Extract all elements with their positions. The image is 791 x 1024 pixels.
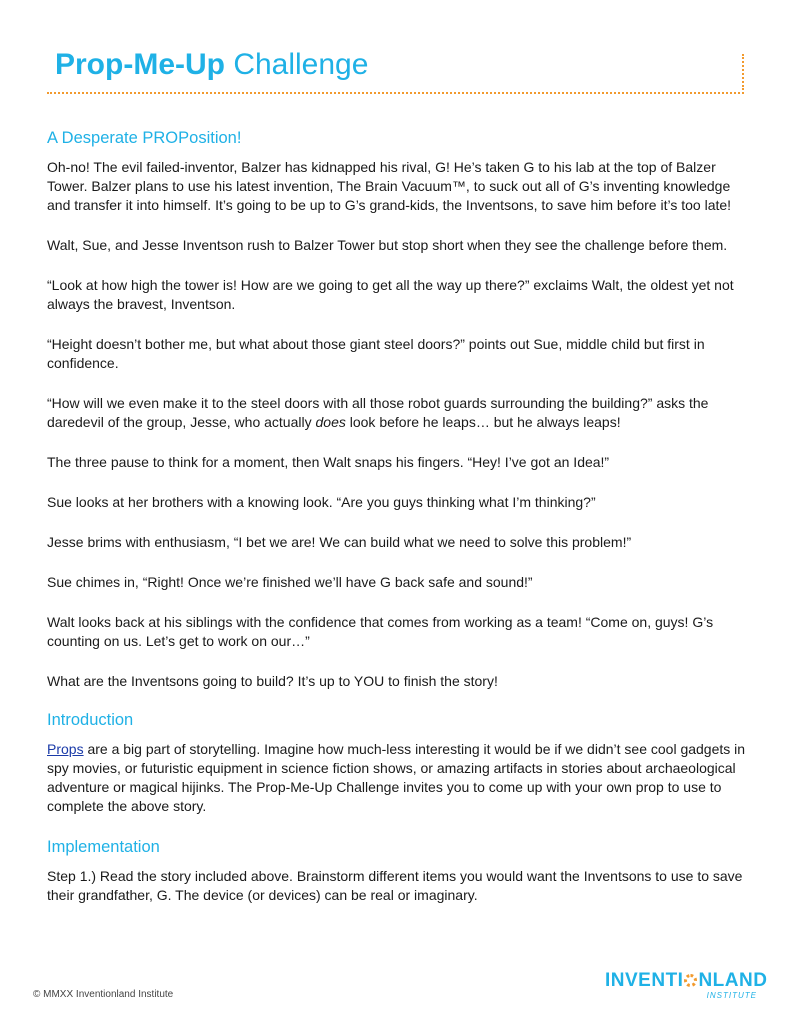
page-title bbox=[55, 48, 368, 82]
story-paragraph: “Height doesn’t bother me, but what about those giant steel doors?” points out Sue, middle child but first in confidence. bbox=[47, 336, 705, 371]
story-paragraph: Walt, Sue, and Jesse Inventson rush to Balzer Tower but stop short when they see the challenge before them. bbox=[47, 237, 728, 253]
story-paragraph: What are the Inventsons going to build? It’s up to YOU to finish the story! bbox=[47, 673, 498, 689]
props-link[interactable]: Props bbox=[47, 741, 84, 757]
story-paragraph: Walt looks back at his siblings with the confidence that comes from working as a team! “Come on, guys! G’s counting on us. Let’s get to work on our…” bbox=[47, 614, 714, 649]
story-paragraph: Oh-no! The evil failed-inventor, Balzer has kidnapped his rival, G! He’s taken G to his lab at the top of Balzer Tower. Balzer plans to use his latest invention, The Brain Vacuum™, to suck out all of G’s inventing knowledge and transfer it into himself. It’s going to be up to G’s grand-kids, the Inventsons, to save him before it’s too late! bbox=[47, 159, 732, 213]
story-paragraph: “Look at how high the tower is! How are we going to get all the way up there?” exclaims Walt, the oldest yet not always the bravest, Inventson. bbox=[47, 277, 734, 312]
logo-text-part1: INVENTI bbox=[605, 970, 684, 991]
gear-icon bbox=[684, 974, 697, 987]
story-paragraph bbox=[47, 394, 747, 432]
intro-paragraph bbox=[47, 740, 747, 816]
logo-subtitle: INSTITUTE bbox=[706, 991, 757, 1000]
logo-wordmark bbox=[605, 970, 767, 992]
story-text: “How will we even make it to the steel doors with all those robot guards surrounding the building?” asks the daredevil of the group, Jesse, who actually bbox=[47, 395, 709, 430]
story-paragraph: Sue looks at her brothers with a knowing look. “Are you guys thinking what I’m thinking?” bbox=[47, 494, 596, 510]
implementation-step-1: Step 1.) Read the story included above. Brainstorm different items you would want the Inventsons to use to save their grandfather, G. The device (or devices) can be real or imaginary. bbox=[47, 868, 743, 903]
inventionland-logo bbox=[605, 970, 768, 1000]
header-dotted-edge bbox=[742, 54, 744, 90]
section-heading-proposition: A Desperate PROPosition! bbox=[47, 129, 242, 147]
logo-text-part2: NLAND bbox=[698, 970, 768, 991]
title-rest: Challenge bbox=[224, 48, 369, 81]
copyright-notice: © MMXX Inventionland Institute bbox=[33, 989, 174, 1000]
story-text: look before he leaps… but he always leaps! bbox=[345, 414, 621, 430]
page-header bbox=[47, 48, 744, 94]
story-paragraph: Sue chimes in, “Right! Once we’re finished we’ll have G back safe and sound!” bbox=[47, 574, 533, 590]
title-bold: Prop-Me-Up bbox=[55, 48, 225, 81]
story-paragraph: The three pause to think for a moment, then Walt snaps his fingers. “Hey! I’ve got an Idea!” bbox=[47, 454, 610, 470]
intro-text: are a big part of storytelling. Imagine how much-less interesting it would be if we didn’t see cool gadgets in spy movies, or futuristic equipment in science fiction shows, or amazing artifacts in stories about archaeological adventure or magical hijinks. The Prop-Me-Up Challenge invites you to come up with your own prop to use to complete the above story. bbox=[47, 741, 746, 814]
document-body bbox=[47, 128, 747, 926]
section-heading-introduction: Introduction bbox=[47, 711, 134, 729]
story-emphasis: does bbox=[315, 414, 346, 430]
story-paragraph: Jesse brims with enthusiasm, “I bet we are! We can build what we need to solve this problem!” bbox=[47, 534, 632, 550]
section-heading-implementation: Implementation bbox=[47, 838, 160, 856]
